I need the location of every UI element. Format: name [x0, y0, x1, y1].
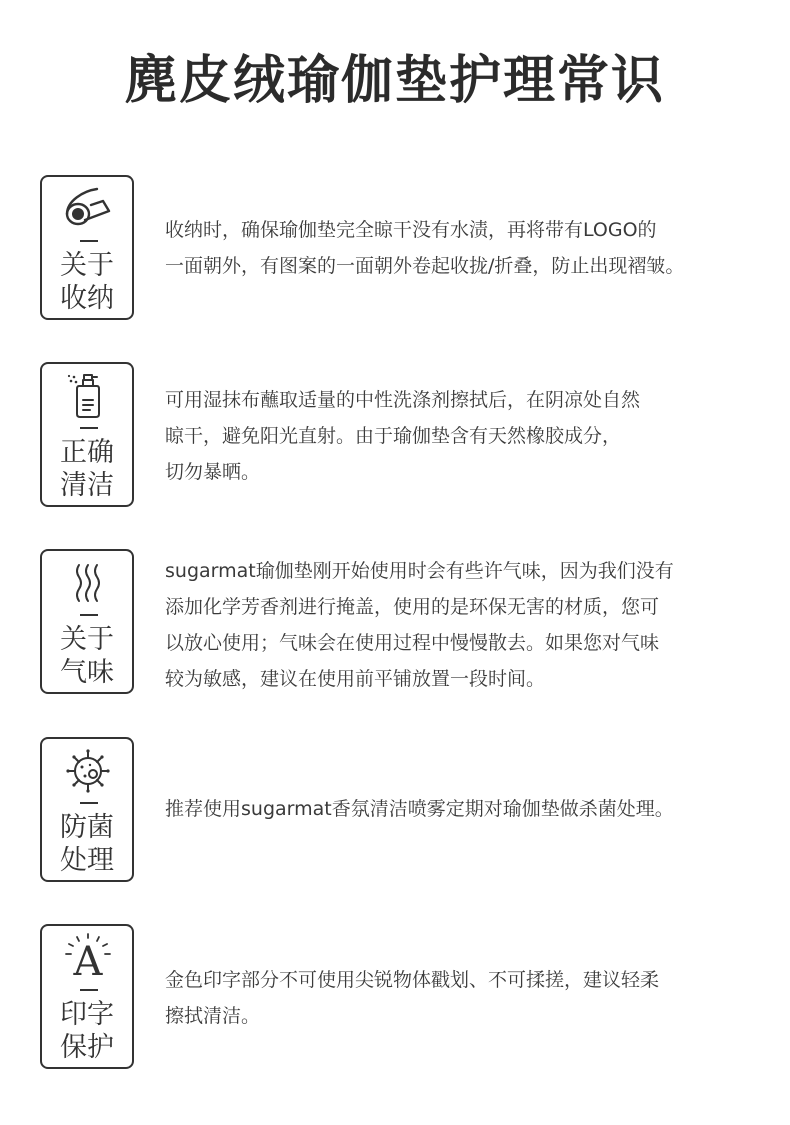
badge-label-line2: 处理 [60, 845, 114, 876]
description-line: 一面朝外，有图案的一面朝外卷起收拢/折叠，防止出现褶皱。 [165, 255, 685, 277]
antibacterial-badge [40, 737, 134, 882]
odor-waves-icon [63, 557, 113, 607]
badge-label-line1: 关于 [60, 624, 114, 655]
badge-divider [80, 427, 98, 429]
badge-label-line1: 印字 [60, 999, 114, 1030]
section-description [165, 212, 775, 284]
description-line: 添加化学芳香剂进行掩盖，使用的是环保无害的材质，您可 [165, 596, 660, 618]
section-print-protection [0, 924, 790, 1074]
description-line: 以放心使用；气味会在使用过程中慢慢散去。如果您对气味 [165, 632, 660, 654]
description-line: 切勿暴晒。 [165, 461, 261, 483]
description-line: 擦拭清洁。 [165, 1005, 261, 1027]
cleaning-badge [40, 362, 134, 507]
badge-label-line2: 保护 [60, 1032, 114, 1063]
badge-label-line2: 气味 [60, 657, 114, 688]
section-description [165, 791, 775, 827]
description-line: sugarmat瑜伽垫刚开始使用时会有些许气味，因为我们没有 [165, 560, 674, 582]
section-antibacterial [0, 737, 790, 887]
description-line: 可用湿抹布蘸取适量的中性洗涤剂擦拭后，在阴凉处自然 [165, 389, 641, 411]
badge-label [42, 436, 132, 502]
badge-divider [80, 614, 98, 616]
section-cleaning [0, 362, 790, 512]
badge-label [42, 998, 132, 1064]
badge-divider [80, 240, 98, 242]
badge-label [42, 811, 132, 877]
description-line: 晾干，避免阳光直射。由于瑜伽垫含有天然橡胶成分， [165, 425, 622, 447]
description-line: 收纳时，确保瑜伽垫完全晾干没有水渍，再将带有LOGO的 [165, 219, 657, 241]
section-description [165, 962, 775, 1034]
badge-label-line1: 正确 [60, 437, 114, 468]
yoga-mat-roll-icon [63, 183, 113, 233]
badge-label [42, 623, 132, 689]
odor-badge [40, 549, 134, 694]
section-odor [0, 549, 790, 699]
page-title: 麂皮绒瑜伽垫护理常识 [124, 51, 665, 111]
svg-text:A: A [73, 939, 103, 982]
section-storage [0, 175, 790, 325]
badge-divider [80, 989, 98, 991]
description-line: 金色印字部分不可使用尖锐物体戳划、不可揉搓，建议轻柔 [165, 969, 660, 991]
badge-label [42, 249, 132, 315]
description-line: 较为敏感，建议在使用前平铺放置一段时间。 [165, 668, 546, 690]
gold-letter-a-icon [63, 932, 113, 982]
spray-bottle-icon [63, 370, 113, 420]
storage-badge [40, 175, 134, 320]
print-protection-badge [40, 924, 134, 1069]
badge-divider [80, 802, 98, 804]
badge-label-line1: 防菌 [60, 812, 114, 843]
badge-label-line2: 清洁 [60, 470, 114, 501]
badge-label-line1: 关于 [60, 250, 114, 281]
badge-label-line2: 收纳 [60, 283, 114, 314]
section-description [165, 382, 775, 490]
description-line: 推荐使用sugarmat香氛清洁喷雾定期对瑜伽垫做杀菌处理。 [165, 798, 674, 820]
section-description [165, 553, 775, 697]
bacteria-icon [63, 745, 113, 795]
